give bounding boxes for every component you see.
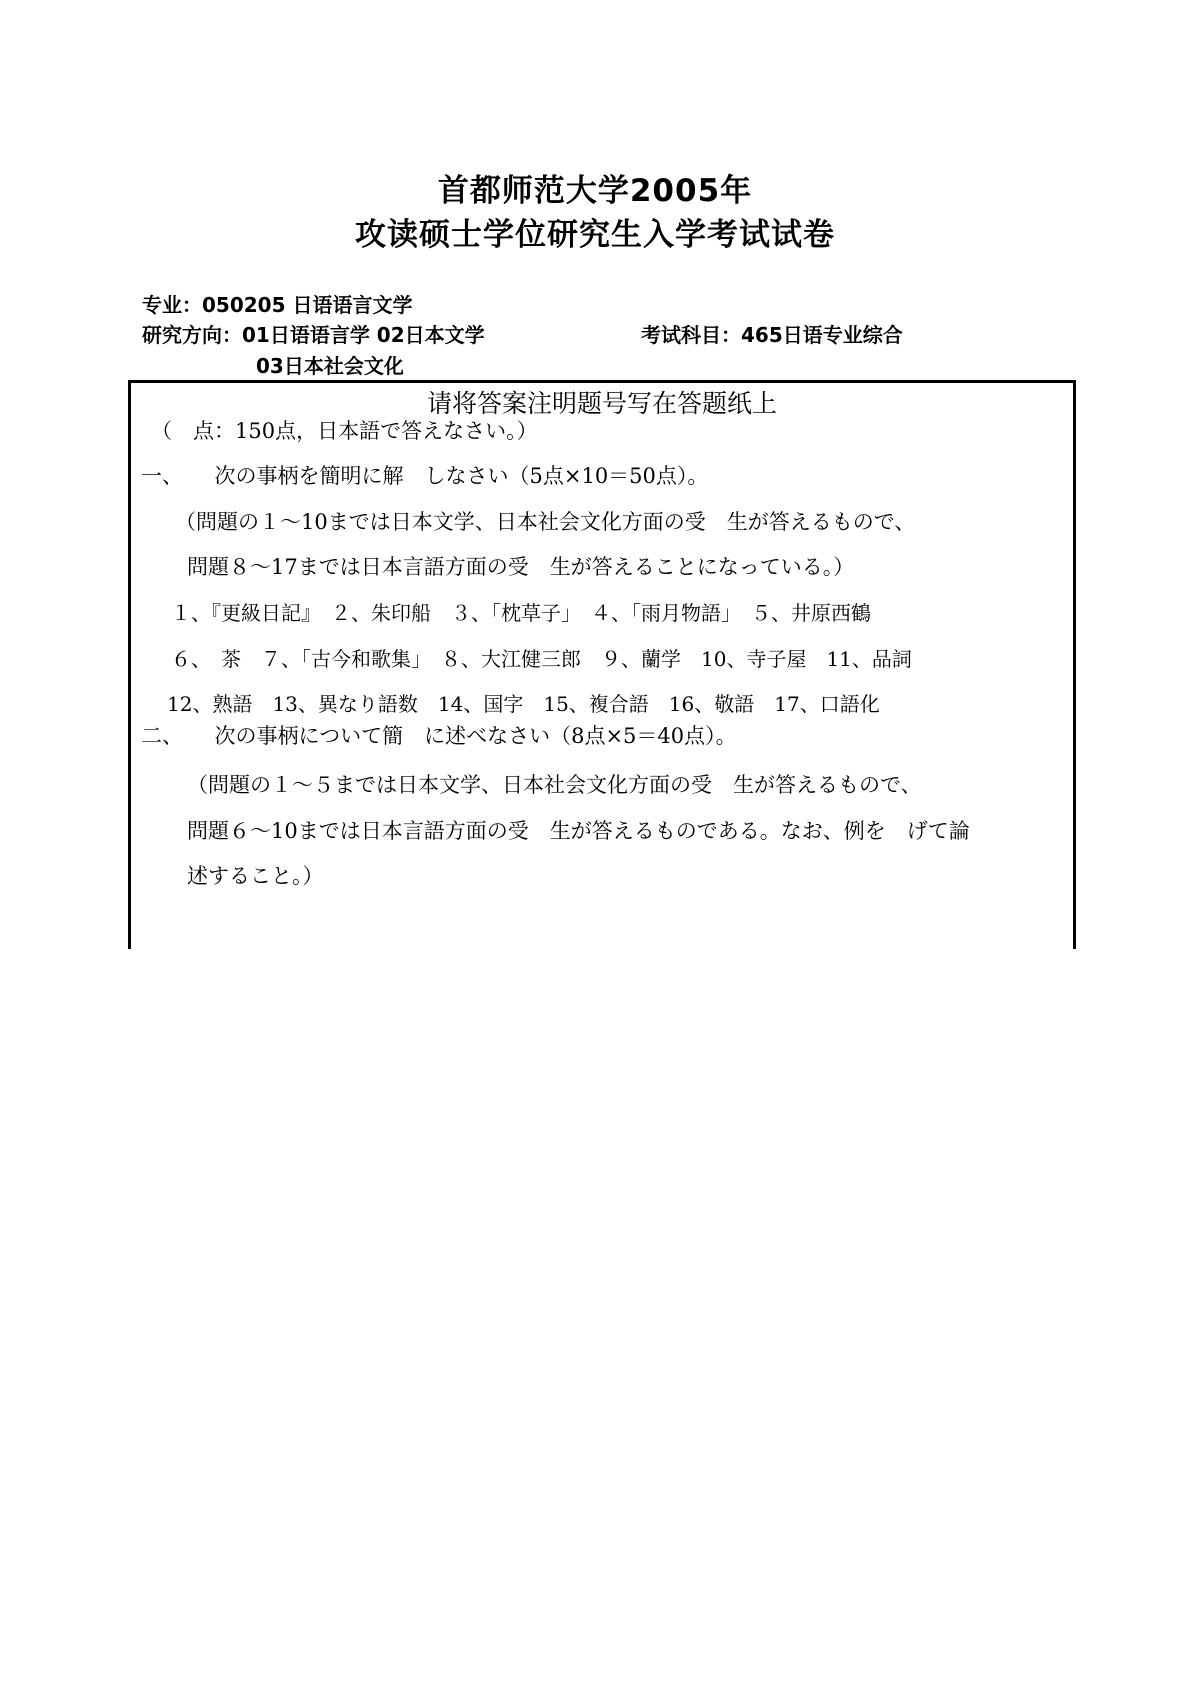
exam-title-line1: 首都师范大学2005年 <box>437 173 753 209</box>
research-direction-line1: 研究方向：01日语语言学 02日本文学 <box>142 323 485 347</box>
exam-title-line2: 攻读硕士学位研究生入学考试试卷 <box>355 217 835 253</box>
section1-heading: 一、 次の事柄を簡明に解 しなさい（5点×10＝50点）。 <box>141 464 709 488</box>
section2-note-line3: 述すること。） <box>187 864 324 888</box>
section1-items-row2: ６、 茶 ７、「古今和歌集」 ８、大江健三郎 ９、蘭学 10、寺子屋 11、品詞 <box>171 647 912 671</box>
exam-subject: 考试科目：465日语专业综合 <box>641 323 903 347</box>
major-label: 专业：050205 日语语言文学 <box>142 293 413 317</box>
section1-items-row3: 12、熟語 13、異なり語数 14、国字 15、複合語 16、敬語 17、口語化 <box>167 692 880 716</box>
section2-note-line1: （問題の１～５までは日本文学、日本社会文化方面の受 生が答えるもので、 <box>187 773 922 797</box>
question-box <box>128 380 1076 949</box>
section2-heading: 二、 次の事柄について簡 に述べなさい（8点×5＝40点）。 <box>141 724 737 748</box>
section1-items-row1: １、『更級日記』 ２、朱印船 ３、「枕草子」 ４、「雨月物語」 ５、井原西鶴 <box>171 601 871 625</box>
section1-note-line2: 問題８～17までは日本言語方面の受 生が答えることになっている。） <box>187 555 855 579</box>
research-direction-line2: 03日本社会文化 <box>256 354 404 378</box>
answer-instruction: 请将答案注明题号写在答题纸上 <box>426 389 777 418</box>
section2-note-line2: 問題６～10までは日本言語方面の受 生が答えるものである。なお、例を げて論 <box>187 819 970 843</box>
section1-note-line1: （問題の１～10までは日本文学、日本社会文化方面の受 生が答えるもので、 <box>175 510 916 534</box>
scoring-note: （ 点：150点，日本語で答えなさい。） <box>151 419 538 443</box>
